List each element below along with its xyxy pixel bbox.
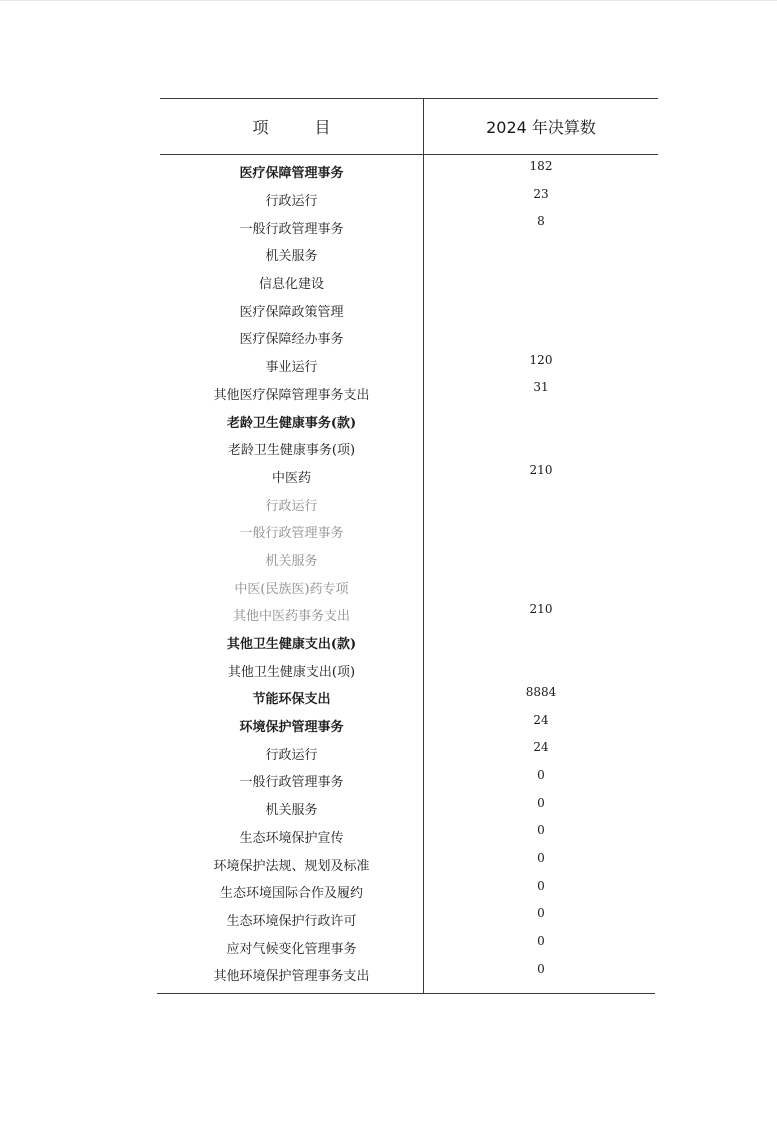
row-value xyxy=(424,567,658,595)
row-item-name: 老龄卫生健康事务(项) xyxy=(227,443,356,459)
row-value: 24 xyxy=(533,740,549,755)
row-value xyxy=(424,263,658,291)
row-item-name: 医疗保障经办事务 xyxy=(239,332,344,348)
row-value: 0 xyxy=(537,934,545,949)
row-item-name: 其他卫生健康支出(款) xyxy=(226,637,357,653)
row-item-name: 生态环境国际合作及履约 xyxy=(219,886,363,902)
table-row xyxy=(160,961,658,989)
row-value: 0 xyxy=(537,878,545,893)
row-value: 23 xyxy=(533,186,549,201)
row-value xyxy=(424,540,658,568)
row-value: 0 xyxy=(537,961,545,976)
row-item-name: 医疗保障管理事务 xyxy=(239,166,344,182)
row-value: 0 xyxy=(537,795,545,810)
row-value: 24 xyxy=(533,712,549,727)
row-value xyxy=(424,318,658,346)
row-value xyxy=(424,484,658,512)
row-value xyxy=(424,650,658,678)
row-value: 0 xyxy=(537,851,545,866)
header-item-label: 项目 xyxy=(252,118,377,137)
row-item-name: 其他卫生健康支出(项) xyxy=(227,664,356,680)
row-item-name: 一般行政管理事务 xyxy=(239,526,344,542)
header-value-label: 2024 年决算数 xyxy=(486,118,596,137)
row-value: 8884 xyxy=(525,684,557,699)
row-item-name: 机关服务 xyxy=(265,553,318,569)
row-item-name: 环境保护法规、规划及标准 xyxy=(213,858,370,874)
row-item-name: 机关服务 xyxy=(265,803,318,819)
page-edge xyxy=(0,0,777,1)
row-item-name: 老龄卫生健康事务(款) xyxy=(226,415,357,431)
row-item-name: 其他环境保护管理事务支出 xyxy=(213,969,370,985)
row-item-name: 中医药 xyxy=(271,470,311,486)
row-value xyxy=(424,512,658,540)
row-item-name: 生态环境保护行政许可 xyxy=(226,913,357,929)
row-value: 0 xyxy=(537,906,545,921)
row-item-name: 信息化建设 xyxy=(258,277,324,293)
row-item-name: 行政运行 xyxy=(265,194,318,210)
row-item-name: 行政运行 xyxy=(265,747,318,763)
row-value: 210 xyxy=(529,601,553,616)
table-bottom-rule xyxy=(157,993,655,994)
row-value xyxy=(424,290,658,318)
row-value xyxy=(424,401,658,429)
row-item-name: 中医(民族医)药专项 xyxy=(234,581,349,597)
row-value xyxy=(424,623,658,651)
row-item-name: 机关服务 xyxy=(265,249,318,265)
table-header xyxy=(160,99,658,154)
row-item-name: 事业运行 xyxy=(265,360,318,376)
row-value: 210 xyxy=(529,463,553,478)
row-item-name: 应对气候变化管理事务 xyxy=(226,941,357,957)
row-value: 8 xyxy=(537,214,545,229)
row-item-name: 医疗保障政策管理 xyxy=(239,304,344,320)
table-body xyxy=(160,158,658,989)
row-item-name: 行政运行 xyxy=(265,498,318,514)
row-value: 31 xyxy=(533,380,549,395)
row-value: 0 xyxy=(537,823,545,838)
row-value xyxy=(424,429,658,457)
row-value: 120 xyxy=(529,352,553,367)
row-value xyxy=(424,235,658,263)
row-item-name: 生态环境保护宣传 xyxy=(239,830,344,846)
row-item-name: 其他医疗保障管理事务支出 xyxy=(213,387,370,403)
row-value: 182 xyxy=(529,158,553,173)
row-item-name: 其他中医药事务支出 xyxy=(232,609,350,625)
row-item-name: 节能环保支出 xyxy=(252,692,331,708)
row-item-name: 环境保护管理事务 xyxy=(239,720,344,736)
row-item-name: 一般行政管理事务 xyxy=(239,221,344,237)
row-item-name: 一般行政管理事务 xyxy=(239,775,344,791)
row-value: 0 xyxy=(537,767,545,782)
